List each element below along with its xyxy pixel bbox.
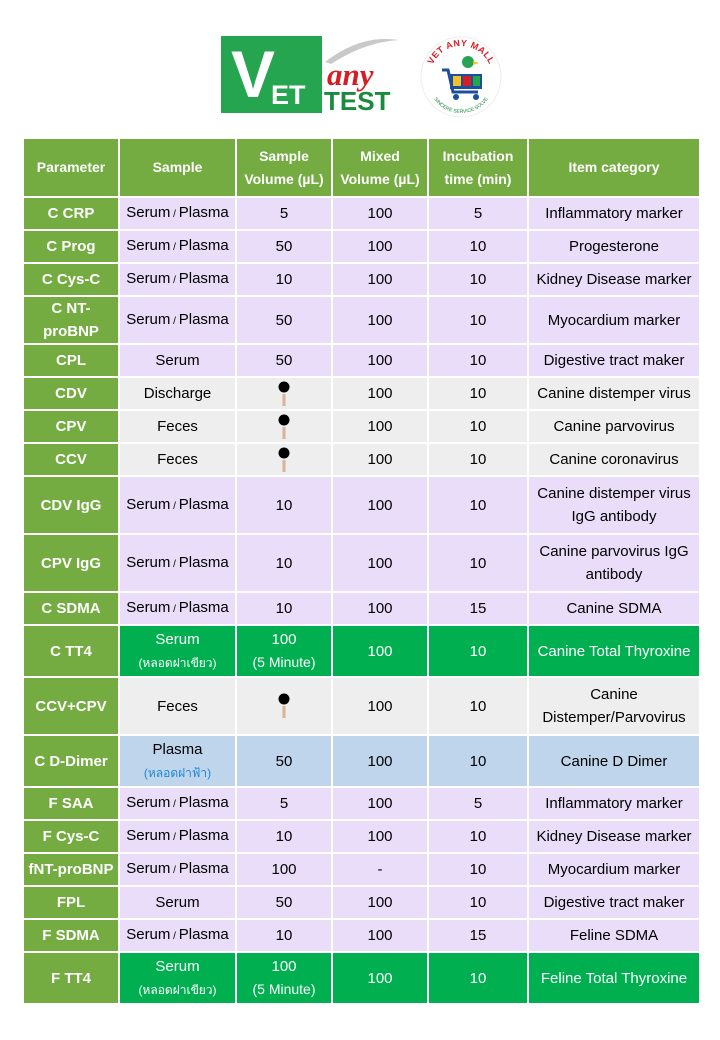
category-cell: Feline Total Thyroxine (528, 952, 700, 1004)
sample-volume-cell (236, 677, 332, 735)
incubation-cell: 10 (428, 344, 528, 377)
logo-any-word: any (327, 57, 374, 92)
header-item-category: Item category (528, 138, 700, 197)
table-row (23, 592, 700, 625)
mixed-volume-cell: 100 (332, 534, 428, 592)
table-row (23, 410, 700, 443)
sample-volume-cell: 10 (236, 592, 332, 625)
mixed-volume-cell: 100 (332, 197, 428, 230)
sample-volume-cell: 10 (236, 476, 332, 534)
parameter-cell: C CRP (23, 197, 119, 230)
parameter-cell: F Cys-C (23, 820, 119, 853)
parameter-cell: C TT4 (23, 625, 119, 677)
sample-cell: Serum / Plasma (119, 230, 236, 263)
incubation-cell: 15 (428, 592, 528, 625)
parameter-cell: CCV+CPV (23, 677, 119, 735)
category-cell: Kidney Disease marker (528, 263, 700, 296)
sample-cell: Serum / Plasma (119, 476, 236, 534)
sample-cell: Feces (119, 677, 236, 735)
sample-volume-cell: 10 (236, 820, 332, 853)
mixed-volume-cell: 100 (332, 625, 428, 677)
mixed-volume-cell: 100 (332, 296, 428, 344)
header-mixed-volume: Mixed Volume (µL) (332, 138, 428, 197)
test-parameter-table (22, 137, 701, 1005)
category-cell: Canine distemper virus (528, 377, 700, 410)
table-row (23, 230, 700, 263)
table-row (23, 296, 700, 344)
mixed-volume-cell: 100 (332, 820, 428, 853)
header-incubation-time: Incubation time (min) (428, 138, 528, 197)
sample-cell: Serum / Plasma (119, 787, 236, 820)
parameter-cell: CCV (23, 443, 119, 476)
incubation-cell: 10 (428, 853, 528, 886)
category-cell: Canine D Dimer (528, 735, 700, 787)
category-cell: Digestive tract maker (528, 344, 700, 377)
sample-volume-cell (236, 410, 332, 443)
incubation-cell: 10 (428, 410, 528, 443)
incubation-cell: 10 (428, 476, 528, 534)
sample-cell: Serum (119, 344, 236, 377)
sample-cell: Serum (119, 886, 236, 919)
category-cell: Canine parvovirus (528, 410, 700, 443)
category-cell: Canine SDMA (528, 592, 700, 625)
incubation-cell: 10 (428, 377, 528, 410)
sample-volume-cell: 50 (236, 344, 332, 377)
category-cell: Canine parvovirus IgG antibody (528, 534, 700, 592)
mixed-volume-cell: 100 (332, 377, 428, 410)
sample-volume-cell: 50 (236, 886, 332, 919)
sample-cell: Plasma (หลอดฝาฟ้า) (119, 735, 236, 787)
category-cell: Canine distemper virus IgG antibody (528, 476, 700, 534)
vet-any-mall-logo (418, 34, 504, 120)
incubation-cell: 10 (428, 443, 528, 476)
category-cell: Myocardium marker (528, 296, 700, 344)
sample-cell: Serum / Plasma (119, 197, 236, 230)
parameter-cell: CDV (23, 377, 119, 410)
category-cell: Inflammatory marker (528, 197, 700, 230)
category-cell: Feline SDMA (528, 919, 700, 952)
incubation-cell: 10 (428, 886, 528, 919)
parameter-cell: F SAA (23, 787, 119, 820)
header-parameter: Parameter (23, 138, 119, 197)
parameter-cell: C Cys-C (23, 263, 119, 296)
mixed-volume-cell: 100 (332, 886, 428, 919)
incubation-cell: 10 (428, 296, 528, 344)
table-row (23, 625, 700, 677)
mall-top-text: VET ANY MALL (425, 37, 497, 66)
sample-volume-cell: 10 (236, 263, 332, 296)
sample-volume-cell (236, 443, 332, 476)
parameter-cell: C D-Dimer (23, 735, 119, 787)
mixed-volume-cell: 100 (332, 919, 428, 952)
sample-volume-cell (236, 377, 332, 410)
sample-cell: Serum (หลอดฝาเขียว) (119, 952, 236, 1004)
incubation-cell: 10 (428, 534, 528, 592)
parameter-cell: C NT-proBNP (23, 296, 119, 344)
parameter-cell: CPV (23, 410, 119, 443)
sample-volume-cell: 5 (236, 787, 332, 820)
mall-bottom-text: SINCERE SERVICE SOLVE (432, 96, 490, 116)
category-cell: Progesterone (528, 230, 700, 263)
parameter-cell: CDV IgG (23, 476, 119, 534)
parameter-cell: CPL (23, 344, 119, 377)
table-row (23, 735, 700, 787)
table-row (23, 919, 700, 952)
logo-v-letter: V (230, 37, 276, 111)
table-row (23, 377, 700, 410)
table-row (23, 344, 700, 377)
mixed-volume-cell: 100 (332, 677, 428, 735)
sample-cell: Serum / Plasma (119, 296, 236, 344)
table-row (23, 263, 700, 296)
mixed-volume-cell: 100 (332, 230, 428, 263)
incubation-cell: 10 (428, 230, 528, 263)
category-cell: Canine Distemper/Parvovirus (528, 677, 700, 735)
sample-cell: Serum / Plasma (119, 919, 236, 952)
incubation-cell: 15 (428, 919, 528, 952)
swab-icon (278, 381, 290, 407)
table-row (23, 476, 700, 534)
mixed-volume-cell: 100 (332, 787, 428, 820)
table-row (23, 952, 700, 1004)
incubation-cell: 10 (428, 625, 528, 677)
mixed-volume-cell: 100 (332, 592, 428, 625)
category-cell: Kidney Disease marker (528, 820, 700, 853)
category-cell: Canine coronavirus (528, 443, 700, 476)
table-row (23, 534, 700, 592)
sample-volume-cell: 5 (236, 197, 332, 230)
category-cell: Digestive tract maker (528, 886, 700, 919)
table-header-row (23, 138, 700, 197)
sample-cell: Serum / Plasma (119, 820, 236, 853)
logo-et-letters: ET (271, 80, 306, 110)
mixed-volume-cell: 100 (332, 952, 428, 1004)
mixed-volume-cell: 100 (332, 443, 428, 476)
sample-cell: Serum / Plasma (119, 853, 236, 886)
sample-cell: Feces (119, 410, 236, 443)
sample-cell: Serum / Plasma (119, 592, 236, 625)
parameter-cell: fNT-proBNP (23, 853, 119, 886)
mixed-volume-cell: 100 (332, 344, 428, 377)
sample-volume-cell: 50 (236, 735, 332, 787)
parameter-cell: F SDMA (23, 919, 119, 952)
swab-icon (278, 447, 290, 473)
table-row (23, 853, 700, 886)
table-row (23, 787, 700, 820)
parameter-cell: CPV IgG (23, 534, 119, 592)
mixed-volume-cell: 100 (332, 410, 428, 443)
parameter-cell: FPL (23, 886, 119, 919)
sample-volume-cell: 100 (5 Minute) (236, 952, 332, 1004)
table-row (23, 443, 700, 476)
incubation-cell: 10 (428, 735, 528, 787)
mixed-volume-cell: 100 (332, 735, 428, 787)
category-cell: Myocardium marker (528, 853, 700, 886)
parameter-cell: F TT4 (23, 952, 119, 1004)
mixed-volume-cell: - (332, 853, 428, 886)
table-row (23, 197, 700, 230)
incubation-cell: 5 (428, 787, 528, 820)
sample-cell: Serum (หลอดฝาเขียว) (119, 625, 236, 677)
category-cell: Canine Total Thyroxine (528, 625, 700, 677)
parameter-cell: C Prog (23, 230, 119, 263)
sample-volume-cell: 100 (236, 853, 332, 886)
mixed-volume-cell: 100 (332, 263, 428, 296)
sample-volume-cell: 10 (236, 919, 332, 952)
table-row (23, 677, 700, 735)
header-sample-volume: Sample Volume (µL) (236, 138, 332, 197)
sample-volume-cell: 10 (236, 534, 332, 592)
vet-any-test-logo (221, 36, 401, 114)
incubation-cell: 5 (428, 197, 528, 230)
sample-cell: Feces (119, 443, 236, 476)
incubation-cell: 10 (428, 820, 528, 853)
logo-test-word: TEST (324, 86, 391, 116)
parameter-cell: C SDMA (23, 592, 119, 625)
mixed-volume-cell: 100 (332, 476, 428, 534)
incubation-cell: 10 (428, 263, 528, 296)
table-row (23, 886, 700, 919)
sample-cell: Discharge (119, 377, 236, 410)
sample-volume-cell: 50 (236, 296, 332, 344)
sample-volume-cell: 50 (236, 230, 332, 263)
header-sample: Sample (119, 138, 236, 197)
category-cell: Inflammatory marker (528, 787, 700, 820)
swab-icon (278, 693, 290, 719)
sample-cell: Serum / Plasma (119, 534, 236, 592)
sample-cell: Serum / Plasma (119, 263, 236, 296)
incubation-cell: 10 (428, 952, 528, 1004)
sample-volume-cell: 100 (5 Minute) (236, 625, 332, 677)
table-row (23, 820, 700, 853)
swab-icon (278, 414, 290, 440)
incubation-cell: 10 (428, 677, 528, 735)
